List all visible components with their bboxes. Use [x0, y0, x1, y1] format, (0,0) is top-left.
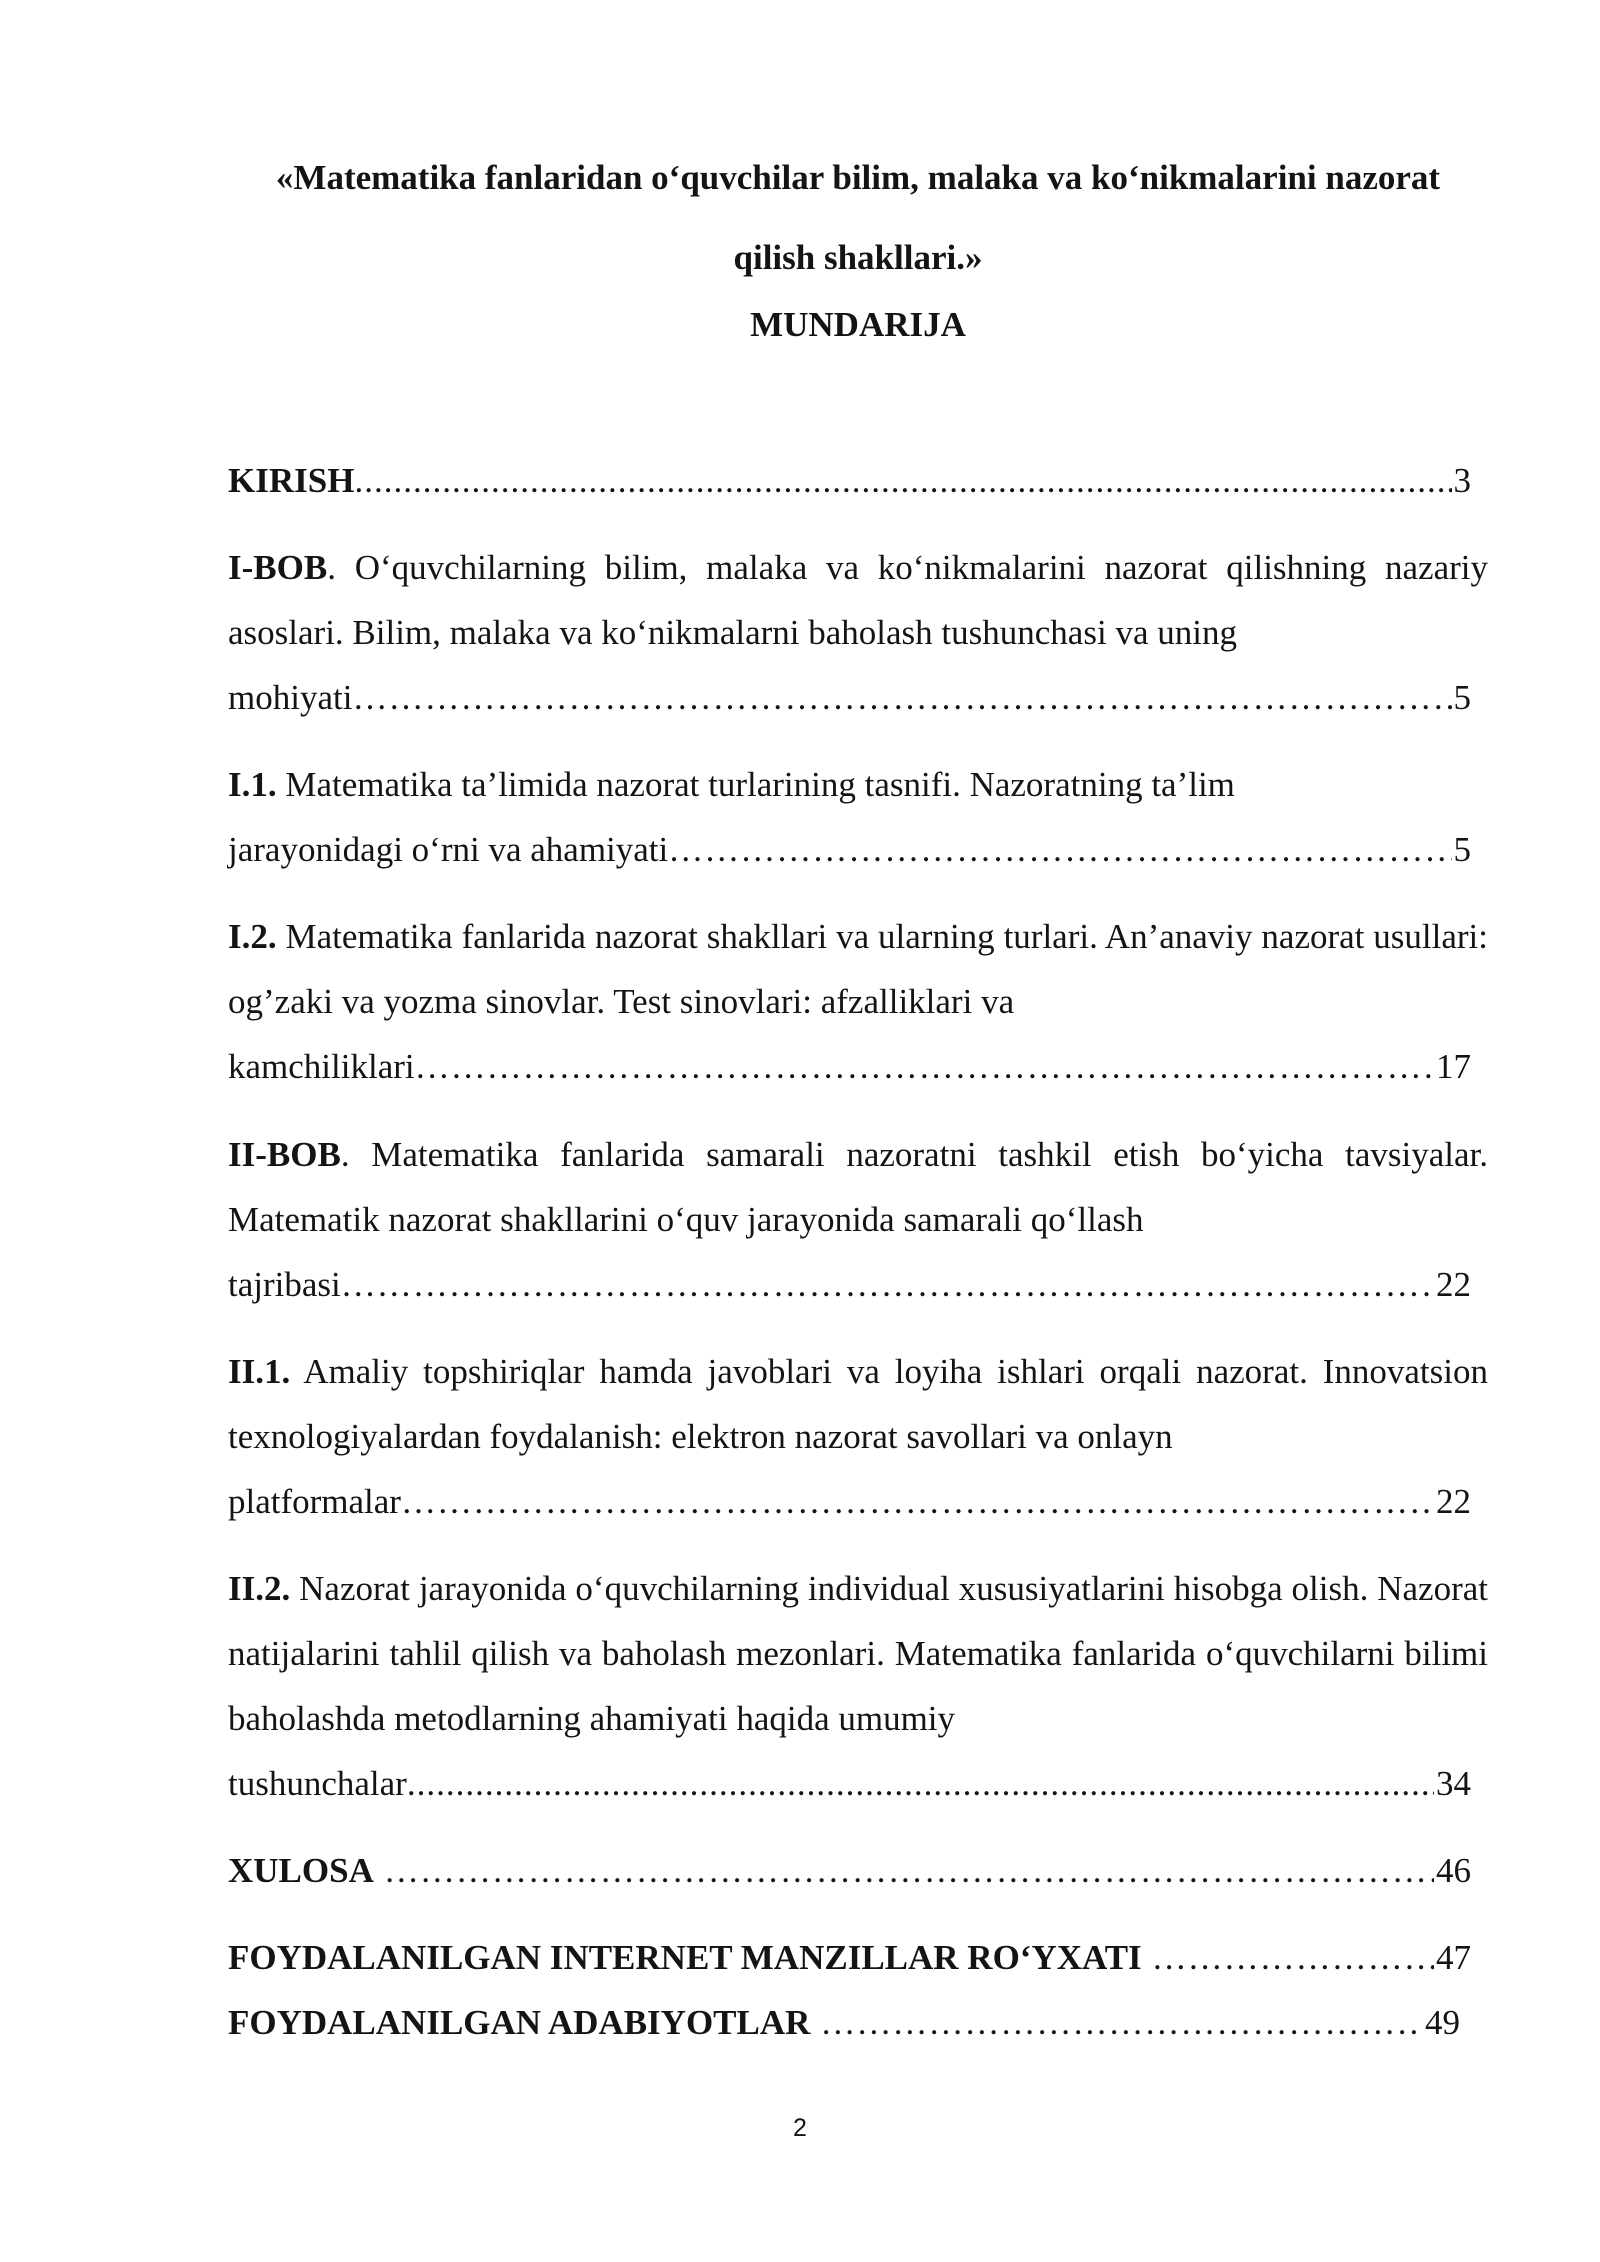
- toc-entry-line: [228, 817, 1471, 882]
- toc-entry-label: II.2.: [228, 1569, 291, 1608]
- toc-entry-label: KIRISH: [228, 461, 355, 500]
- dot-leader: [407, 1751, 1434, 1816]
- toc-entry-line: [228, 1751, 1471, 1816]
- toc-entry-line: [228, 1034, 1471, 1099]
- toc-entry-line: [228, 665, 1471, 730]
- toc-entry-i-1: [228, 752, 1488, 882]
- toc-entry-line: [228, 448, 1471, 513]
- document-title-line-1: «Matematika fanlaridan o‘quvchilar bilim, malaka va ko‘nikmalarini nazorat: [275, 158, 1441, 197]
- toc-entry-ii-2: [228, 1556, 1488, 1816]
- toc-entry-tail: mohiyati: [228, 678, 353, 717]
- toc-entry-page: 46: [1436, 1851, 1471, 1890]
- toc-entry-label: FOYDALANILGAN INTERNET MANZILLAR RO‘YXATI: [228, 1938, 1142, 1977]
- toc-entry-text-block: [228, 535, 1488, 665]
- toc-entry-literature: [228, 1990, 1488, 2055]
- toc-entry-i-bob: [228, 535, 1488, 730]
- toc-entry-text: . O‘quvchilarning bilim, malaka va ko‘nikmalarini nazorat qilishning nazariy asoslari. Bilim, malaka va ko‘nikmalarni baholash tushunchasi va uning: [228, 548, 1488, 652]
- dot-leader: [401, 1469, 1434, 1534]
- toc-entry-kirish: [228, 448, 1488, 513]
- toc-entry-text-block: [228, 1122, 1488, 1252]
- toc-heading: MUNDARIJA: [750, 305, 966, 344]
- toc-entry-line: [228, 1925, 1471, 1990]
- toc-entry-page: 17: [1436, 1047, 1471, 1086]
- document-title-line-2: qilish shakllari.»: [733, 238, 983, 277]
- toc-entry-line: [228, 1252, 1471, 1317]
- dot-leader: [352, 665, 1451, 730]
- dot-leader: [810, 1990, 1423, 2055]
- toc-entry-line: [228, 1838, 1471, 1903]
- toc-entry-i-2: [228, 904, 1488, 1099]
- toc-entry-tail: tajribasi: [228, 1265, 341, 1304]
- toc-entry-text: Nazorat jarayonida o‘quvchilarning individual xususiyatlarini hisobga olish. Nazorat natijalarini tahlil qilish va baholash mezonlari. Matematika fanlarida o‘quvchilarni bilimi baholashda metodlarning ahamiyati haqida umumiy: [228, 1569, 1488, 1738]
- toc-entry-text-block: [228, 1556, 1488, 1751]
- toc-entry-ii-1: [228, 1339, 1488, 1534]
- toc-entry-label: I-BOB: [228, 548, 328, 587]
- dot-leader: [1142, 1925, 1434, 1990]
- toc-entry-label: I.2.: [228, 917, 277, 956]
- dot-leader: [341, 1252, 1434, 1317]
- toc-entry-xulosa: [228, 1838, 1488, 1903]
- dot-leader: [374, 1838, 1434, 1903]
- toc-entry-line: [228, 1469, 1471, 1534]
- toc-entry-page: 3: [1453, 461, 1471, 500]
- toc-entry-label: I.1.: [228, 765, 277, 804]
- toc-entry-page: 5: [1453, 830, 1471, 869]
- dot-leader: [668, 817, 1451, 882]
- toc-entry-page: 49: [1425, 2003, 1460, 2042]
- toc-entry-page: 34: [1436, 1764, 1471, 1803]
- toc-entry-tail: kamchiliklari: [228, 1047, 415, 1086]
- toc-entry-text-block: [228, 752, 1488, 817]
- toc-entry-internet-sources: [228, 1925, 1488, 1990]
- document-title: [228, 138, 1488, 298]
- toc-entry-tail: platformalar: [228, 1482, 401, 1521]
- toc-entry-page: 5: [1453, 678, 1471, 717]
- toc-entry-label: FOYDALANILGAN ADABIYOTLAR: [228, 2003, 811, 2042]
- toc-entry-text-block: [228, 1339, 1488, 1469]
- toc-entry-text: Amaliy topshiriqlar hamda javoblari va loyiha ishlari orqali nazorat. Innovatsion texnologiyalardan foydalanish: elektron nazorat savollari va onlayn: [228, 1352, 1488, 1456]
- toc-entry-page: 22: [1436, 1265, 1471, 1304]
- toc-entry-tail: tushunchalar: [228, 1764, 407, 1803]
- toc-entry-tail: jarayonidagi o‘rni va ahamiyati: [228, 830, 669, 869]
- page-number: 2: [793, 2114, 807, 2142]
- toc-entry-text-block: [228, 904, 1488, 1034]
- toc-entry-text: Matematika ta’limida nazorat turlarining tasnifi. Nazoratning ta’lim: [276, 765, 1235, 804]
- toc-entry-page: 22: [1436, 1482, 1471, 1521]
- dot-leader: [354, 448, 1451, 513]
- toc-entry-line: [228, 1990, 1460, 2055]
- toc-entry-text: Matematika fanlarida nazorat shakllari va ularning turlari. An’anaviy nazorat usullari: og’zaki va yozma sinovlar. Test sinovlari: afzalliklari va: [228, 917, 1488, 1021]
- toc-entry-label: II.1.: [228, 1352, 291, 1391]
- dot-leader: [415, 1034, 1434, 1099]
- toc-entry-label: XULOSA: [228, 1851, 374, 1890]
- toc-entry-ii-bob: [228, 1122, 1488, 1317]
- toc-entry-text: . Matematika fanlarida samarali nazoratni tashkil etish bo‘yicha tavsiyalar. Matematik nazorat shakllarini o‘quv jarayonida samarali qo‘llash: [228, 1135, 1488, 1239]
- toc-entry-label: II-BOB: [228, 1135, 341, 1174]
- toc-entry-page: 47: [1436, 1938, 1471, 1977]
